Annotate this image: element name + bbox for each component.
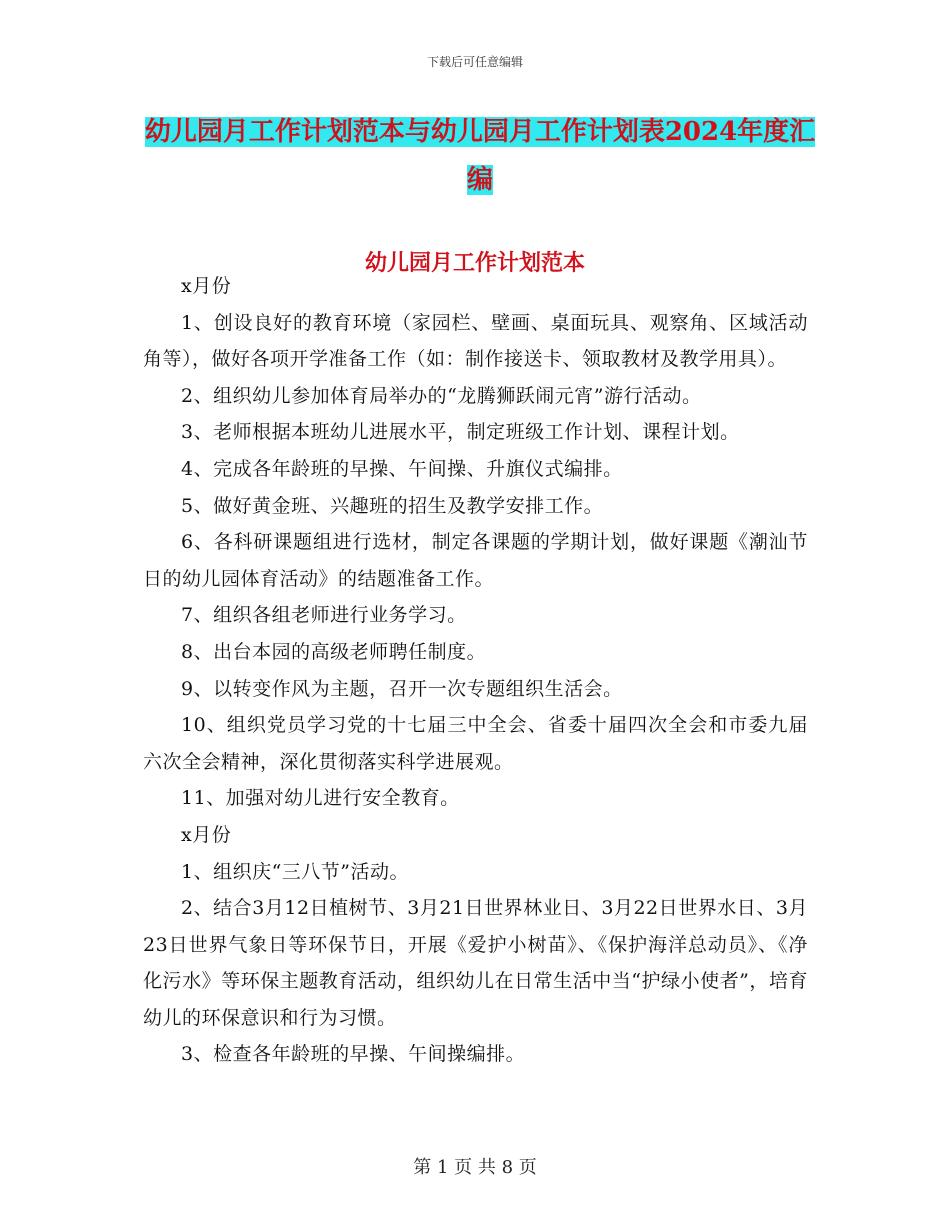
document-body [143, 268, 808, 1073]
document-title-text: 幼儿园月工作计划范本与幼儿园月工作计划表2024年度汇编 [144, 117, 816, 195]
paragraph: 7、组织各组老师进行业务学习。 [181, 604, 467, 627]
page-footer: 第 1 页 共 8 页 [413, 1157, 537, 1178]
paragraph: 10、组织党员学习党的十七届三中全会、省委十届四次全会和市委九届六次全会精神，深化贯彻落实科学进展观。 [143, 714, 808, 773]
paragraph: 11、加强对幼儿进行安全教育。 [181, 787, 460, 810]
paragraph: 1、组织庆“三八节”活动。 [181, 860, 410, 883]
paragraph: 2、结合3月12日植树节、3月21日世界林业日、3月22日世界水日、3月23日世界气象日等环保节日，开展《爱护小树苗》、《保护海洋总动员》、《净化污水》等环保主题教育活动，组织幼儿在日常生活中当“护绿小使者”，培育幼儿的环保意识和行为习惯。 [143, 897, 808, 1029]
paragraph: 2、组织幼儿参加体育局举办的“龙腾狮跃闹元宵”游行活动。 [181, 384, 702, 407]
section-title: 幼儿园月工作计划范本 [364, 250, 585, 276]
paragraph: 6、各科研课题组进行选材，制定各课题的学期计划，做好课题《潮汕节日的幼儿园体育活动》的结题准备工作。 [143, 531, 808, 590]
header-note: 下载后可任意编辑 [426, 55, 523, 69]
paragraph: 3、检查各年龄班的早操、午间操编排。 [181, 1043, 526, 1066]
document-title [140, 108, 820, 204]
paragraph: x月份 [181, 823, 232, 846]
paragraph: 5、做好黄金班、兴趣班的招生及教学安排工作。 [181, 494, 604, 517]
paragraph: 4、完成各年龄班的早操、午间操、升旗仪式编排。 [181, 457, 623, 480]
paragraph: 9、以转变作风为主题，召开一次专题组织生活会。 [181, 677, 623, 700]
paragraph: x月份 [181, 275, 232, 297]
paragraph: 8、出台本园的高级老师聘任制度。 [181, 640, 487, 663]
paragraph: 1、创设良好的教育环境（家园栏、壁画、桌面玩具、观察角、区域活动角等），做好各项开学准备工作（如：制作接送卡、领取教材及教学用具）。 [143, 311, 808, 371]
paragraph: 3、老师根据本班幼儿进展水平，制定班级工作计划、课程计划。 [181, 421, 740, 444]
